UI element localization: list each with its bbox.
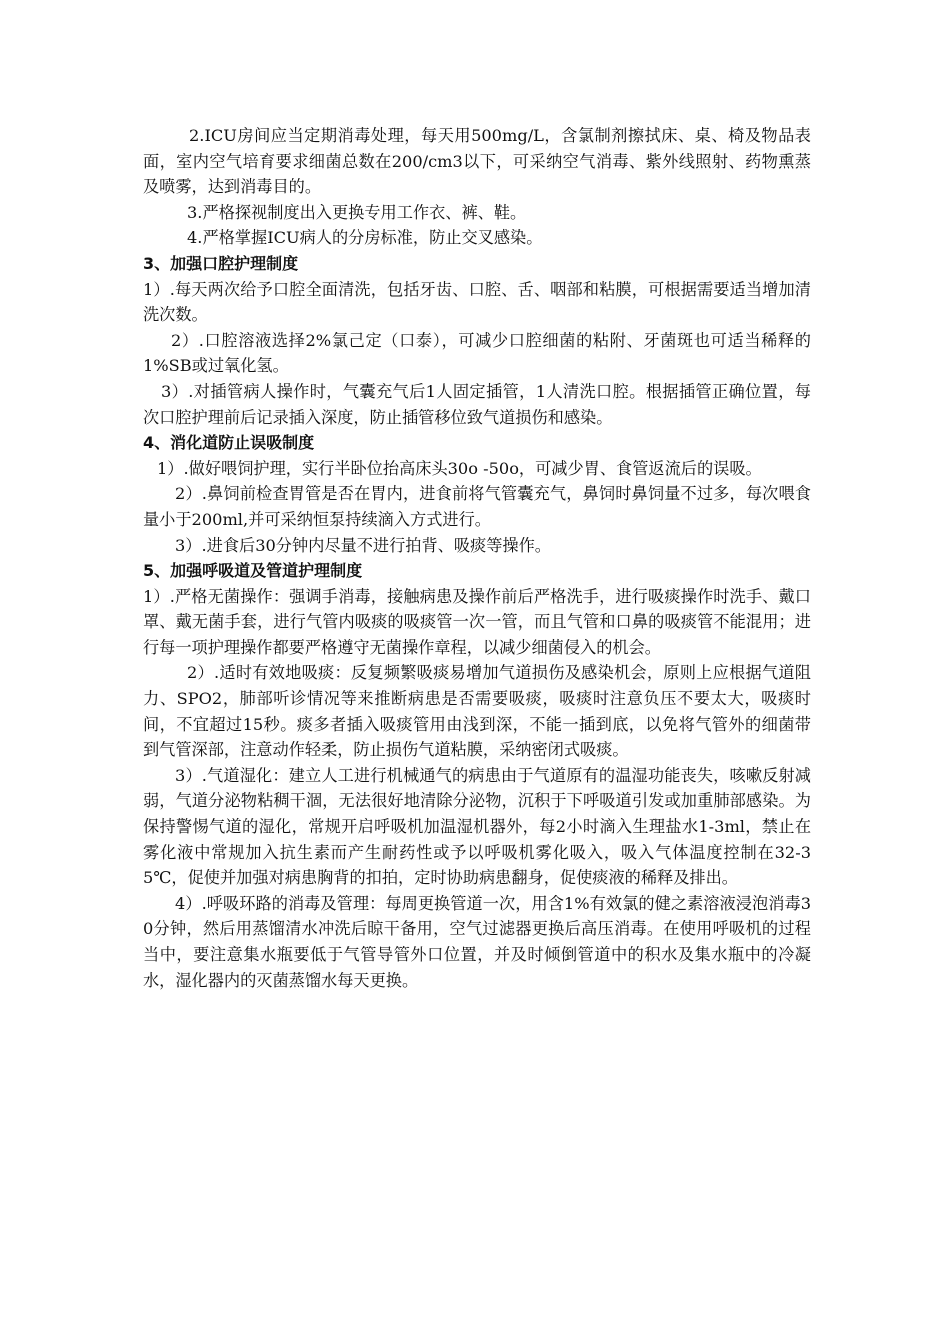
- body-paragraph: 3）.对插管病人操作时，气囊充气后1人固定插管，1人清洗口腔。根据插管正确位置，每次口腔护理前后记录插入深度，防止插管移位致气道损伤和感染。: [143, 381, 811, 427]
- section-heading: 4、消化道防止误吸制度: [143, 433, 315, 453]
- body-paragraph: 2）.鼻饲前检查胃管是否在胃内，进食前将气管囊充气，鼻饲时鼻饲量不过多，每次喂食量小于200ml,并可采纳恒泵持续滴入方式进行。: [143, 484, 811, 529]
- section-heading: 3、加强口腔护理制度: [143, 253, 299, 273]
- body-paragraph: 2）.口腔溶液选择2%氯己定（口泰），可减少口腔细菌的粘附、牙菌斑也可适当稀释的1%SB或过氧化氢。: [143, 330, 811, 376]
- body-paragraph: 1）.做好喂饲护理，实行半卧位抬高床头30o -50o，可减少胃、食管返流后的误吸。: [157, 458, 762, 478]
- body-paragraph: 3.严格探视制度出入更换专用工作衣、裤、鞋。: [187, 202, 527, 222]
- body-paragraph: 4.严格掌握ICU病人的分房标准，防止交叉感染。: [187, 228, 543, 248]
- body-paragraph: 1）.每天两次给予口腔全面清洗，包括牙齿、口腔、舌、咽部和粘膜，可根据需要适当增加清洗次数。: [143, 279, 811, 325]
- body-paragraph: 3）.进食后30分钟内尽量不进行拍背、吸痰等操作。: [175, 535, 551, 555]
- body-paragraph: 1）.严格无菌操作：强调手消毒，接触病患及操作前后严格洗手，进行吸痰操作时洗手、戴口罩、戴无菌手套，进行气管内吸痰的吸痰管一次一管，而且气管和口鼻的吸痰管不能混用；进行每一项护理操作都要严格遵守无菌操作章程，以减少细菌侵入的机会。: [143, 586, 811, 657]
- body-paragraph: 2）.适时有效地吸痰：反复频繁吸痰易增加气道损伤及感染机会，原则上应根据气道阻力、SPO2，肺部听诊情况等来推断病患是否需要吸痰，吸痰时注意负压不要太大，吸痰时间，不宜超过15秒。痰多者插入吸痰管用由浅到深，不能一插到底，以免将气管外的细菌带到气管深部，注意动作轻柔，防止损伤气道粘膜，采纳密闭式吸痰。: [143, 663, 811, 760]
- section-heading: 5、加强呼吸道及管道护理制度: [143, 561, 363, 581]
- body-paragraph: 2.ICU房间应当定期消毒处理，每天用500mg/L，含氯制剂擦拭床、桌、椅及物品表面，室内空气培育要求细菌总数在200/cm3以下，可采纳空气消毒、紫外线照射、药物熏蒸及喷雾，达到消毒目的。: [143, 126, 811, 197]
- body-paragraph: 3）.气道湿化：建立人工进行机械通气的病患由于气道原有的温湿功能丧失，咳嗽反射减弱，气道分泌物粘稠干涸，无法很好地清除分泌物，沉积于下呼吸道引发或加重肺部感染。为保持警惕气道的湿化，常规开启呼吸机加温湿机器外，每2小时滴入生理盐水1-3ml，禁止在雾化液中常规加入抗生素而产生耐药性或予以呼吸机雾化吸入，吸入气体温度控制在32-35℃，促使并加强对病患胸背的扣拍，定时协助病患翻身，促使痰液的稀释及排出。: [143, 765, 811, 888]
- body-paragraph: 4）.呼吸环路的消毒及管理：每周更换管道一次，用含1%有效氯的健之素溶液浸泡消毒30分钟，然后用蒸馏清水冲洗后晾干备用，空气过滤器更换后高压消毒。在使用呼吸机的过程当中，要注意集水瓶要低于气管导管外口位置，并及时倾倒管道中的积水及集水瓶中的冷凝水，湿化器内的灭菌蒸馏水每天更换。: [143, 893, 811, 990]
- document-page: [143, 123, 811, 993]
